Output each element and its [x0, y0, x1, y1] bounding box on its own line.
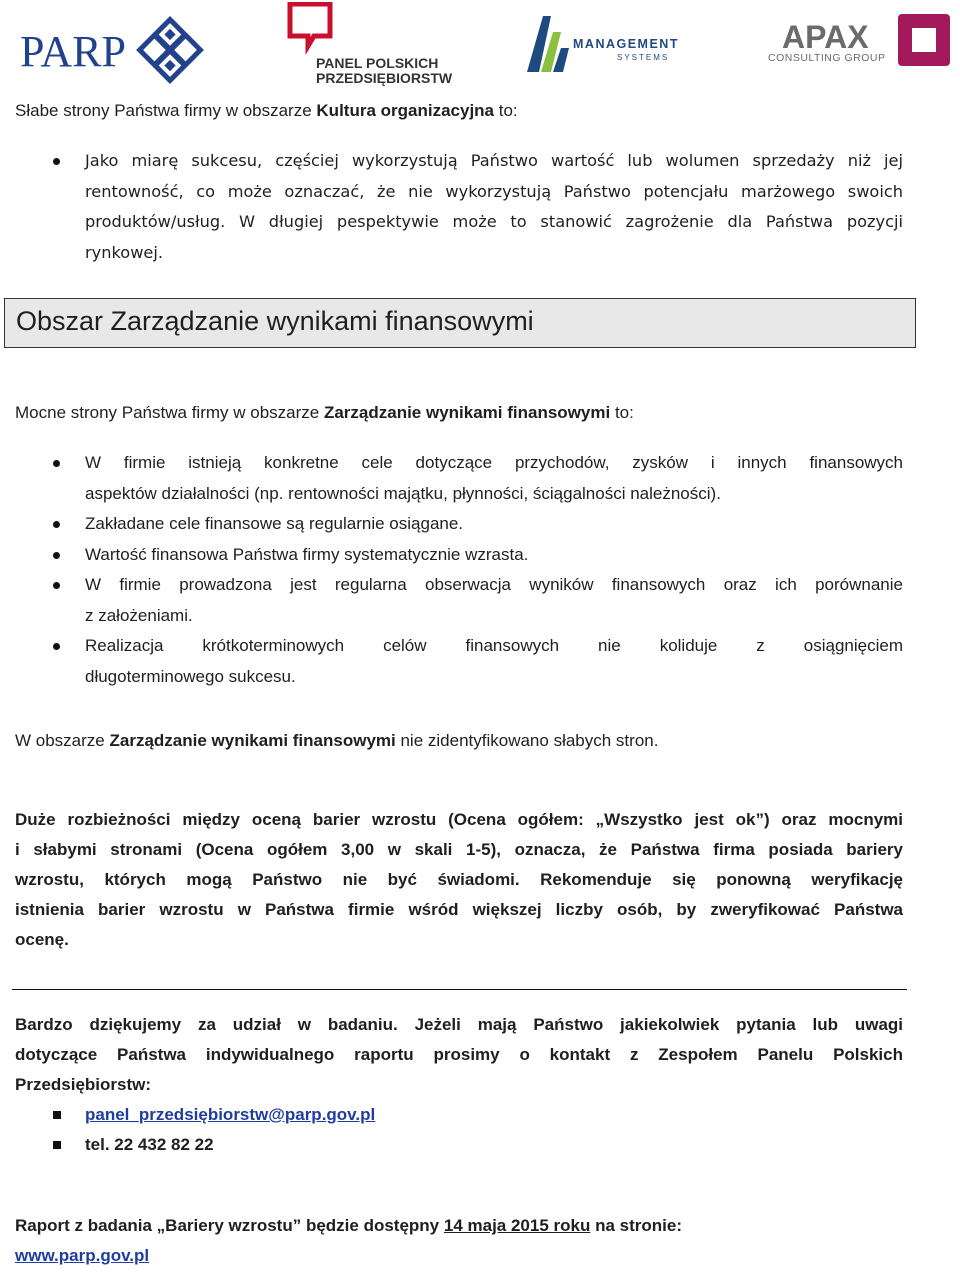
- bullet-icon: [53, 158, 60, 165]
- weak-culture-list: [15, 146, 903, 268]
- svg-text:PRZEDSIĘBIORSTW: PRZEDSIĘBIORSTW: [316, 70, 453, 86]
- report-date: 14 maja 2015 roku: [443, 1216, 591, 1235]
- list-item: Jako miarę sukcesu, częściej wykorzystują Państwo wartość lub wolumen sprzedaży niż jej rentowność, co może oznaczać, że nie wykorzystują Państwo potencjału marżowego swoich produktów/usług. W długiej pespektywie może to stanowić zagrożenie dla Państwa pozycji rynkowej.: [15, 146, 903, 268]
- parp-logo-text: PARP: [20, 27, 127, 76]
- strong-finance-list: [15, 448, 903, 692]
- parp-diamond-icon: [136, 16, 204, 84]
- no-weak-sentence: W obszarze Zarządzanie wynikami finansowymi nie zidentyfikowano słabych stron.: [15, 731, 659, 750]
- list-item: Wartość finansowa Państwa firmy systematycznie wzrasta.: [15, 540, 903, 571]
- bullet-icon: [53, 460, 60, 467]
- svg-text:APAX: APAX: [782, 19, 869, 55]
- section-title: Obszar Zarządzanie wynikami finansowymi: [16, 306, 534, 336]
- list-item: W firmie istnieją konkretne cele dotyczące przychodów, zysków i innych finansowych aspektów działalności (np. rentowności majątku, płynności, ściągalności należności).: [15, 448, 903, 509]
- contact-list: [15, 1100, 903, 1160]
- bullet-icon: [53, 521, 60, 528]
- list-item: W firmie prowadzona jest regularna obserwacja wyników finansowych oraz ich porównanie z założeniami.: [15, 570, 903, 631]
- bullet-icon: [53, 582, 60, 589]
- list-item: Zakładane cele finansowe są regularnie osiągane.: [15, 509, 903, 540]
- report-paragraph: Raport z badania „Bariery wzrostu” będzie dostępny 14 maja 2015 roku na stronie: www.parp.gov.pl: [15, 1216, 682, 1265]
- divider: [12, 989, 907, 990]
- panel-polskich-przedsiebiorstw-logo: [286, 2, 466, 86]
- strong-finance-intro: Mocne strony Państwa firmy w obszarze Zarządzanie wynikami finansowymi to:: [15, 403, 634, 422]
- square-bullet-icon: [53, 1141, 61, 1149]
- svg-text:MANAGEMENT: MANAGEMENT: [573, 37, 679, 51]
- list-item: [15, 1130, 903, 1160]
- management-systems-logo: [527, 14, 687, 78]
- parp-website-link[interactable]: www.parp.gov.pl: [15, 1246, 150, 1265]
- section-heading-box: [4, 298, 916, 348]
- list-item: Realizacja krótkoterminowych celów finansowych nie koliduje z osiągnięciem długoterminowego sukcesu.: [15, 631, 903, 692]
- mountain-icon: [527, 16, 569, 72]
- thanks-paragraph: Bardzo dziękujemy za udział w badaniu. Jeżeli mają Państwo jakiekolwiek pytania lub uwagi dotyczące Państwa indywidualnego raportu prosimy o kontakt z Zespołem Panelu Polskich Przedsiębiorstw:: [15, 1015, 903, 1094]
- bullet-icon: [53, 552, 60, 559]
- svg-text:PANEL POLSKICH: PANEL POLSKICH: [316, 55, 439, 71]
- apax-square-icon: [898, 14, 950, 66]
- email-link[interactable]: panel_przedsiębiorstw@parp.gov.pl: [85, 1105, 376, 1124]
- square-bullet-icon: [53, 1111, 61, 1119]
- panel-speech-icon: [290, 4, 330, 46]
- discrepancy-paragraph: Duże rozbieżności między oceną barier wzrostu (Ocena ogółem: „Wszystko jest ok”) oraz mocnymi i słabymi stronami (Ocena ogółem 3,00 w skali 1-5), oznacza, że Państwa firma posiada bariery wzrostu, których mogą Państwo nie być świadomi. Rekomenduje się ponowną weryfikację istnienia barier wzrostu w Państwa firmie wśród większej liczby osób, by zweryfikować Państwa ocenę.: [15, 810, 903, 949]
- phone-number: tel. 22 432 82 22: [85, 1135, 214, 1154]
- list-item: [15, 1100, 903, 1130]
- weak-culture-intro: Słabe strony Państwa firmy w obszarze Kultura organizacyjna to:: [15, 101, 518, 120]
- svg-text:CONSULTING GROUP: CONSULTING GROUP: [768, 52, 886, 64]
- bullet-icon: [53, 643, 60, 650]
- parp-logo: [18, 14, 218, 88]
- apax-consulting-logo: [766, 12, 956, 72]
- svg-text:SYSTEMS: SYSTEMS: [617, 53, 670, 62]
